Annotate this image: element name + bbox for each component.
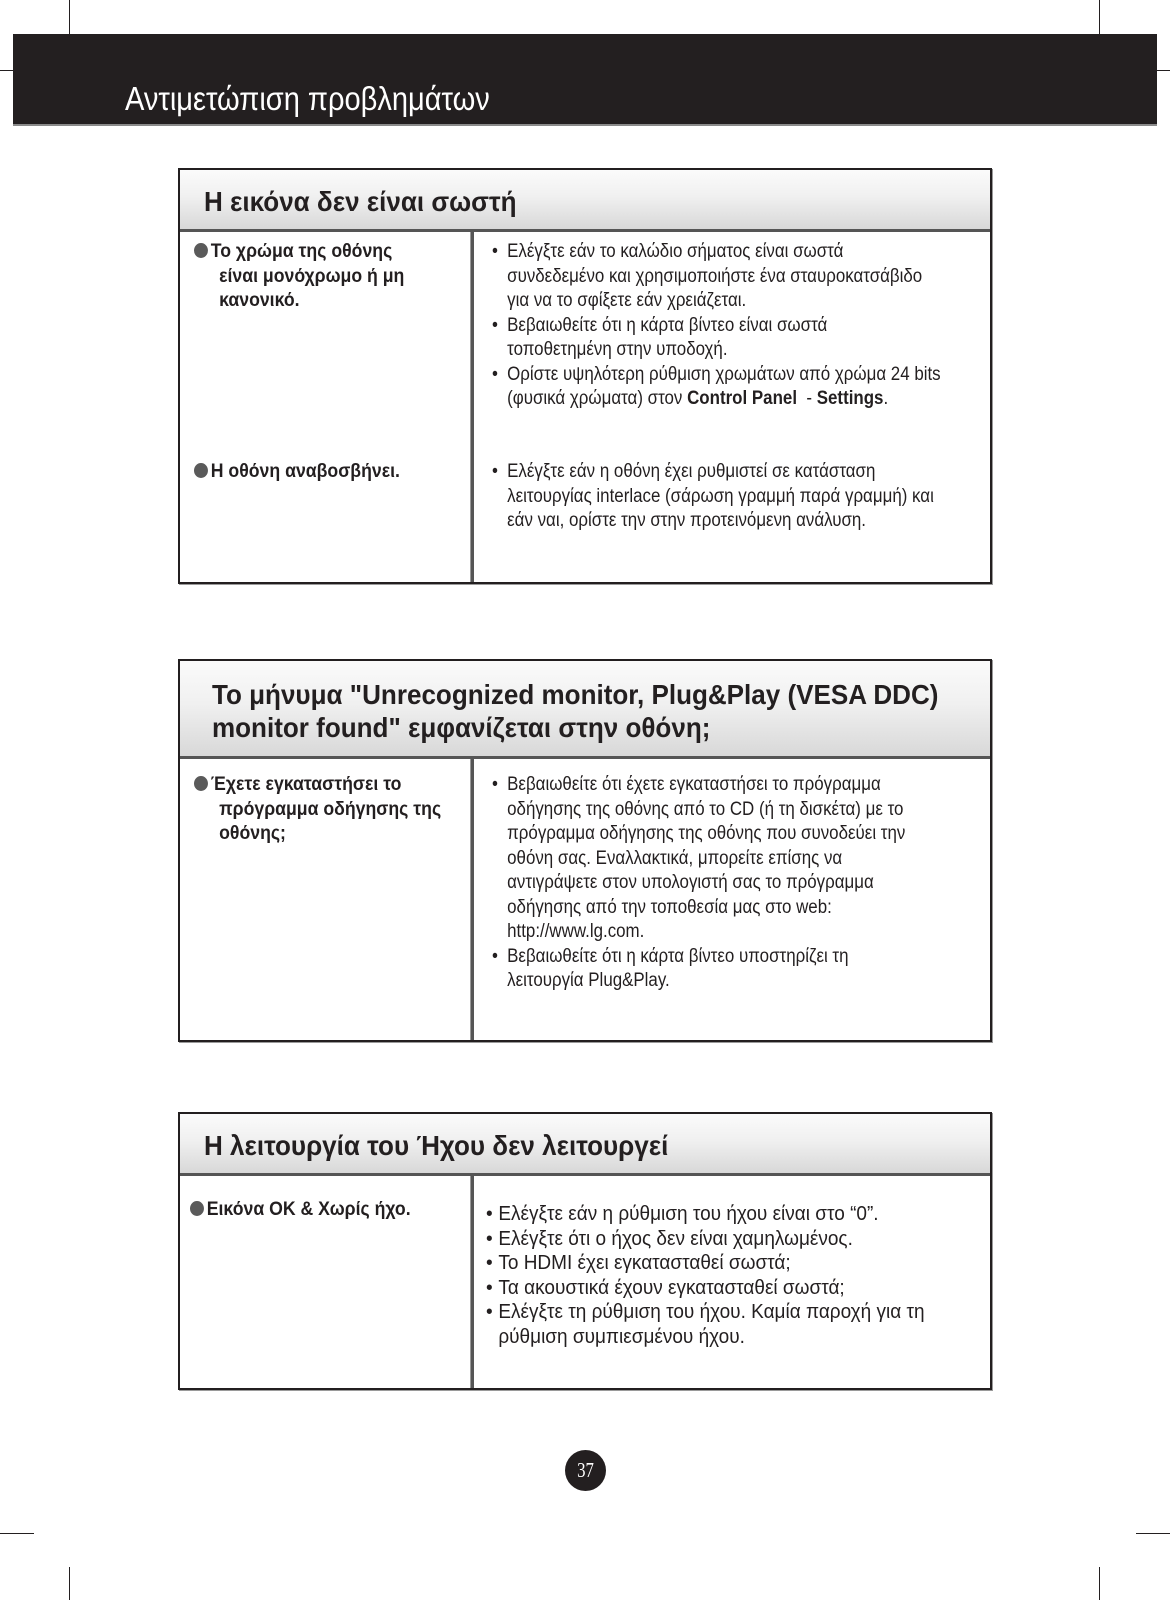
troubleshooting-section-picture — [178, 168, 992, 584]
solution-line: οδήγησης από την τοποθεσία μας στο web: — [507, 896, 832, 918]
menu-path-settings: Settings — [816, 388, 884, 409]
problem-text: Η οθόνη αναβοσβήνει. — [210, 461, 400, 482]
problem-text: είναι μονόχρωμο ή μη — [219, 265, 405, 287]
chapter-header-bar — [13, 34, 1157, 126]
solution-line: • Ορίστε υψηλότερη ρύθμιση χρωμάτων από χρώμα 24 bits — [492, 363, 941, 385]
page-number: 37 — [577, 1458, 594, 1482]
solution-line: (φυσικά χρώματα) στον Control Panel - Settings. — [507, 388, 889, 409]
solution-line: • Το HDMI έχει εγκατασταθεί σωστά; — [486, 1252, 791, 1274]
section-body — [180, 759, 990, 1040]
section-header — [180, 1114, 990, 1176]
solution-list — [486, 1202, 980, 1349]
problem-item — [194, 460, 436, 485]
problem-text: Το χρώμα της οθόνης — [210, 241, 393, 262]
section-body — [180, 232, 990, 582]
problem-item — [194, 773, 442, 847]
solution-list — [492, 773, 955, 994]
problem-text: οθόνης; — [219, 823, 286, 844]
solution-line: • Βεβαιωθείτε ότι η κάρτα βίντεο υποστηρίζει τη — [492, 945, 849, 967]
solution-line: οθόνη σας. Εναλλακτικά, μπορείτε επίσης να — [507, 847, 843, 869]
bullet-dot-icon — [194, 463, 208, 478]
section-body — [180, 1176, 990, 1388]
section-title: Η εικόνα δεν είναι σωστή — [204, 186, 517, 217]
solution-list — [492, 240, 955, 412]
crop-mark — [1157, 70, 1170, 71]
section-title: Το μήνυμα "Unrecognized monitor, Plug&Play (VESA DDC) — [212, 679, 939, 710]
solution-line: • Ελέγξτε εάν η ρύθμιση του ήχου είναι στο “0”. — [486, 1203, 879, 1225]
chapter-title: Αντιμετώπιση προβλημάτων — [125, 80, 490, 117]
solution-line: • Βεβαιωθείτε ότι έχετε εγκαταστήσει το πρόγραμμα — [492, 774, 881, 795]
solution-line: • Τα ακουστικά έχουν εγκατασταθεί σωστά; — [486, 1276, 845, 1299]
column-divider — [470, 759, 474, 1040]
solution-line: τοποθετημένη στην υποδοχή. — [507, 339, 728, 360]
solution-line: λειτουργία Plug&Play. — [507, 970, 670, 991]
bullet-dot-icon — [194, 776, 208, 791]
problem-text: Έχετε εγκαταστήσει το — [210, 774, 402, 795]
solution-line: εάν ναι, ορίστε την στην προτεινόμενη ανάλυση. — [507, 510, 867, 531]
problem-item — [194, 240, 436, 314]
solution-line: ρύθμιση συμπιεσμένου ήχου. — [498, 1325, 745, 1348]
section-title: monitor found" εμφανίζεται στην οθόνη; — [212, 712, 711, 743]
crop-mark — [69, 0, 70, 34]
solution-list — [492, 460, 955, 534]
column-divider — [470, 232, 474, 582]
bullet-dot-icon — [190, 1201, 204, 1216]
problem-text: Εικόνα OK & Χωρίς ήχο. — [206, 1199, 411, 1220]
problem-item — [190, 1198, 432, 1223]
menu-path-control-panel: Control Panel — [687, 388, 798, 409]
solution-line: πρόγραμμα οδήγησης της οθόνης που συνοδεύει την — [507, 823, 906, 844]
solution-line: • Ελέγξτε εάν το καλώδιο σήματος είναι σωστά — [492, 241, 844, 262]
problem-text: πρόγραμμα οδήγησης της — [219, 798, 442, 820]
crop-mark — [1099, 1567, 1100, 1600]
crop-mark — [1099, 0, 1100, 34]
crop-mark — [69, 1567, 70, 1600]
solution-line: συνδεδεμένο και χρησιμοποιήστε ένα σταυροκατσάβιδο — [507, 265, 923, 287]
website-link[interactable]: http://www.lg.com. — [507, 921, 645, 942]
solution-line: • Βεβαιωθείτε ότι η κάρτα βίντεο είναι σωστά — [492, 314, 828, 336]
column-divider — [470, 1176, 474, 1388]
solution-line: αντιγράψετε στον υπολογιστή σας το πρόγραμμα — [507, 872, 874, 893]
section-header — [180, 170, 990, 232]
crop-mark — [1136, 1533, 1170, 1534]
crop-mark — [0, 1533, 34, 1534]
solution-line: οδήγησης της οθόνης από το CD (ή τη δισκέτα) με το — [507, 798, 904, 820]
section-title: Η λειτουργία του Ήχου δεν λειτουργεί — [204, 1130, 669, 1161]
solution-line: • Ελέγξτε εάν η οθόνη έχει ρυθμιστεί σε κατάσταση — [492, 461, 876, 482]
crop-mark — [0, 70, 13, 71]
problem-text: κανονικό. — [219, 290, 300, 311]
page-number-badge — [565, 1450, 606, 1491]
solution-line: λειτουργίας interlace (σάρωση γραμμή παρά γραμμή) και — [507, 485, 934, 507]
section-header — [180, 661, 990, 759]
solution-line: • Ελέγξτε τη ρύθμιση του ήχου. Καμία παροχή για τη — [486, 1301, 925, 1323]
solution-line: • Ελέγξτε ότι ο ήχος δεν είναι χαμηλωμένος. — [486, 1227, 853, 1250]
troubleshooting-section-sound — [178, 1112, 992, 1390]
bullet-dot-icon — [194, 243, 208, 258]
troubleshooting-section-unrecognized-monitor — [178, 659, 992, 1042]
solution-line: για να το σφίξετε εάν χρειάζεται. — [507, 290, 747, 311]
